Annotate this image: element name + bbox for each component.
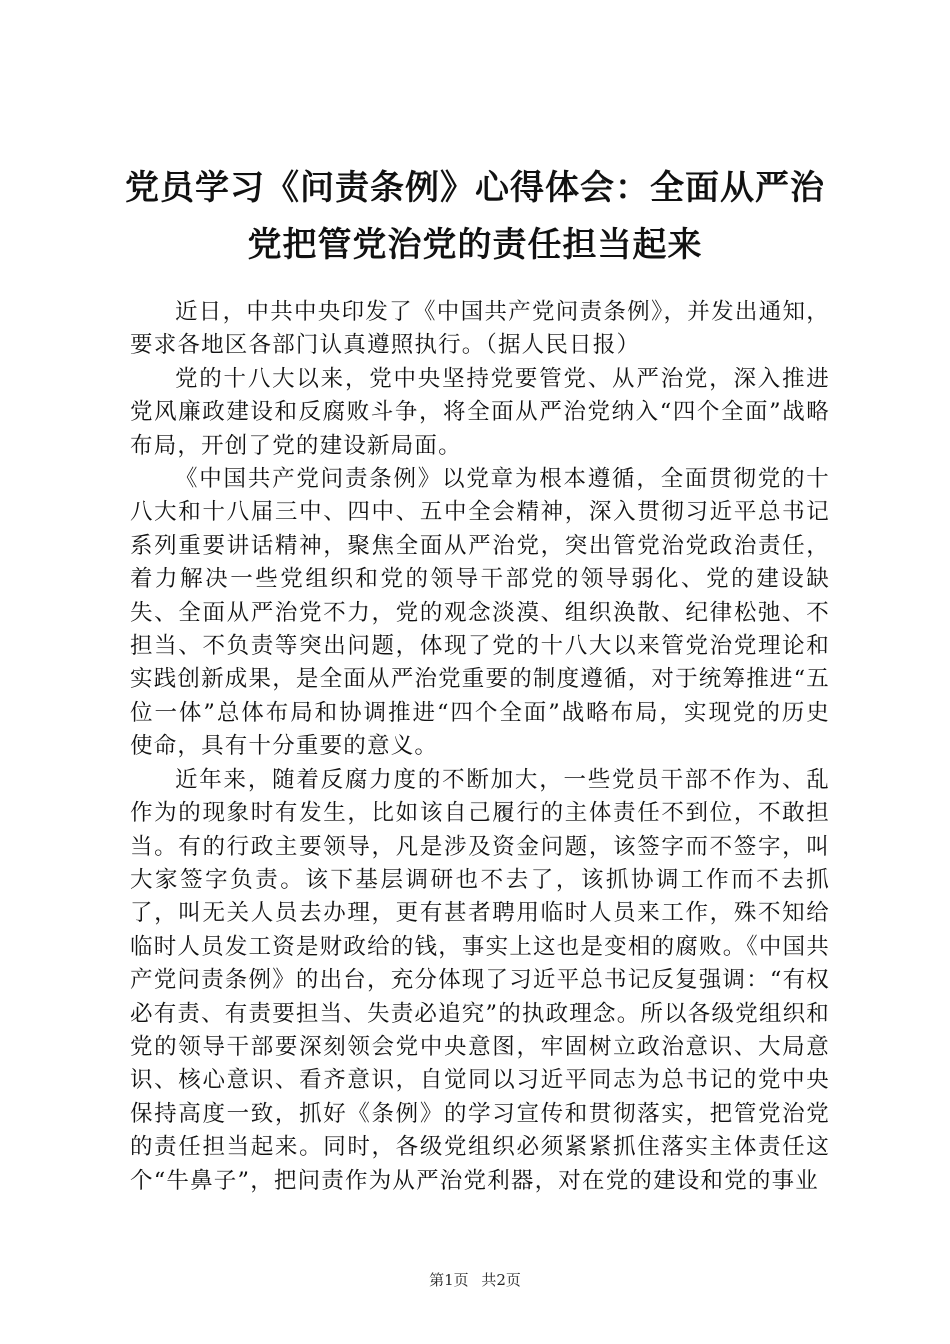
title-line-1: 党员学习《问责条例》心得体会：全面从严治 <box>125 168 825 208</box>
page-footer <box>0 1270 950 1290</box>
paragraph: 近日，中共中央印发了《中国共产党问责条例》，并发出通知，要求各地区各部门认真遵照执行。（据人民日报） <box>130 299 830 359</box>
paragraph: 近年来，随着反腐力度的不断加大，一些党员干部不作为、乱作为的现象时有发生，比如该自己履行的主体责任不到位，不敢担当。有的行政主要领导，凡是涉及资金问题，该签字而不签字，叫大家签字负责。该下基层调研也不去了，该抓协调工作而不去抓了，叫无关人员去办理，更有甚者聘用临时人员来工作，殊不知给临时人员发工资是财政给的钱，事实上这也是变相的腐败。《中国共产党问责条例》的出台，充分体现了习近平总书记反复强调：“有权必有责、有责要担当、失责必追究”的执政理念。所以各级党组织和党的领导干部要深刻领会党中央意图，牢固树立政治意识、大局意识、核心意识、看齐意识，自觉同以习近平同志为总书记的党中央保持高度一致，抓好《条例》的学习宣传和贯彻落实，把管党治党的责任担当起来。同时，各级党组织必须紧紧抓住落实主体责任这个“牛鼻子”，把问责作为从严治党利器，对在党的建设和党的事业 <box>130 766 831 1194</box>
document-body <box>130 296 830 1198</box>
page-total: 共2页 <box>481 1271 521 1289</box>
title-line-2: 党把管党治党的责任担当起来 <box>247 225 703 265</box>
page-number: 第1页 <box>429 1271 469 1289</box>
paragraph: 党的十八大以来，党中央坚持党要管党、从严治党，深入推进党风廉政建设和反腐败斗争，将全面从严治党纳入“四个全面”战略布局，开创了党的建设新局面。 <box>130 365 830 459</box>
document-title <box>120 160 830 274</box>
paragraph: 《中国共产党问责条例》以党章为根本遵循，全面贯彻党的十八大和十八届三中、四中、五中全会精神，深入贯彻习近平总书记系列重要讲话精神，聚焦全面从严治党，突出管党治党政治责任，着力解决一些党组织和党的领导干部党的领导弱化、党的建设缺失、全面从严治党不力，党的观念淡漠、组织涣散、纪律松弛、不担当、不负责等突出问题，体现了党的十八大以来管党治党理论和实践创新成果，是全面从严治党重要的制度遵循，对于统筹推进“五位一体”总体布局和协调推进“四个全面”战略布局，实现党的历史使命，具有十分重要的意义。 <box>130 466 831 760</box>
